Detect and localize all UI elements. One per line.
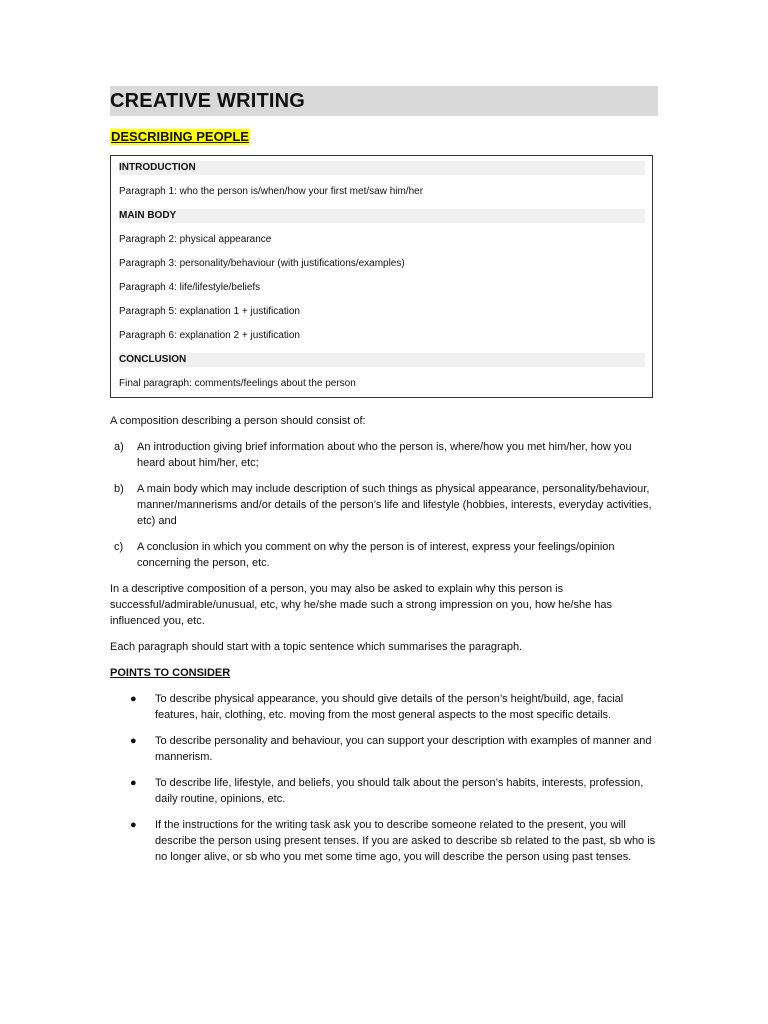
descriptive-paragraph: In a descriptive composition of a person, you may also be asked to explain why this person is successful/admirable/unusual, etc, why he/she made such a strong impression on you, how he/she has influenced you, etc. [110, 583, 612, 627]
subtitle: DESCRIBING PEOPLE [111, 129, 249, 144]
outline-box [110, 155, 653, 398]
list-item: b) A main body which may include description of such things as physical appearance, personality/behaviour, manner/mannerisms and/or details of the person’s life and lifestyle (hobbies, interests, everyday activities, etc) and [114, 483, 652, 527]
bullet-icon: ● [130, 819, 137, 831]
bullet-icon: ● [130, 777, 137, 789]
outline-heading-introduction: INTRODUCTION [119, 161, 645, 175]
list-item: c) A conclusion in which you comment on why the person is of interest, express your feelings/opinion concerning the person, etc. [114, 541, 615, 569]
list-item: ● To describe physical appearance, you should give details of the person’s height/build, age, facial features, hair, clothing, etc. moving from the most general aspects to the most specific details. [130, 693, 624, 721]
document-page [110, 86, 658, 865]
points-list [110, 691, 658, 865]
list-item: ● To describe personality and behaviour, you can support your description with examples of manner and mannerism. [130, 735, 652, 763]
outline-final-paragraph: Final paragraph: comments/feelings about the person [119, 378, 356, 389]
intro-text: A composition describing a person should consist of: [110, 415, 366, 427]
points-heading: POINTS TO CONSIDER [110, 667, 231, 679]
outline-heading-conclusion: CONCLUSION [119, 353, 645, 367]
composition-parts-list [110, 439, 658, 571]
outline-paragraph-3: Paragraph 3: personality/behaviour (with justifications/examples) [119, 258, 405, 269]
outline-paragraph-2: Paragraph 2: physical appearance [119, 234, 272, 245]
outline-heading-main-body: MAIN BODY [119, 209, 645, 223]
bullet-icon: ● [130, 693, 137, 705]
list-item: ● If the instructions for the writing task ask you to describe someone related to the present, you will describe the person using present tenses. If you are asked to describe sb related to the past, sb who is no longer alive, or sb who you met some time ago, you will describe the person using past tenses. [130, 819, 656, 863]
list-item: ● To describe life, lifestyle, and beliefs, you should talk about the person’s habits, interests, profession, daily routine, opinions, etc. [130, 777, 644, 805]
list-item: a) An introduction giving brief information about who the person is, where/how you met him/her, how you heard about him/her, etc; [114, 441, 632, 469]
outline-paragraph-1: Paragraph 1: who the person is/when/how your first met/saw him/her [119, 186, 424, 197]
topic-sentence-paragraph: Each paragraph should start with a topic sentence which summarises the paragraph. [110, 641, 523, 653]
outline-paragraph-6: Paragraph 6: explanation 2 + justification [119, 330, 300, 341]
page-title: CREATIVE WRITING [110, 86, 658, 116]
bullet-icon: ● [130, 735, 137, 747]
outline-paragraph-5: Paragraph 5: explanation 1 + justification [119, 306, 300, 317]
outline-paragraph-4: Paragraph 4: life/lifestyle/beliefs [119, 282, 261, 293]
